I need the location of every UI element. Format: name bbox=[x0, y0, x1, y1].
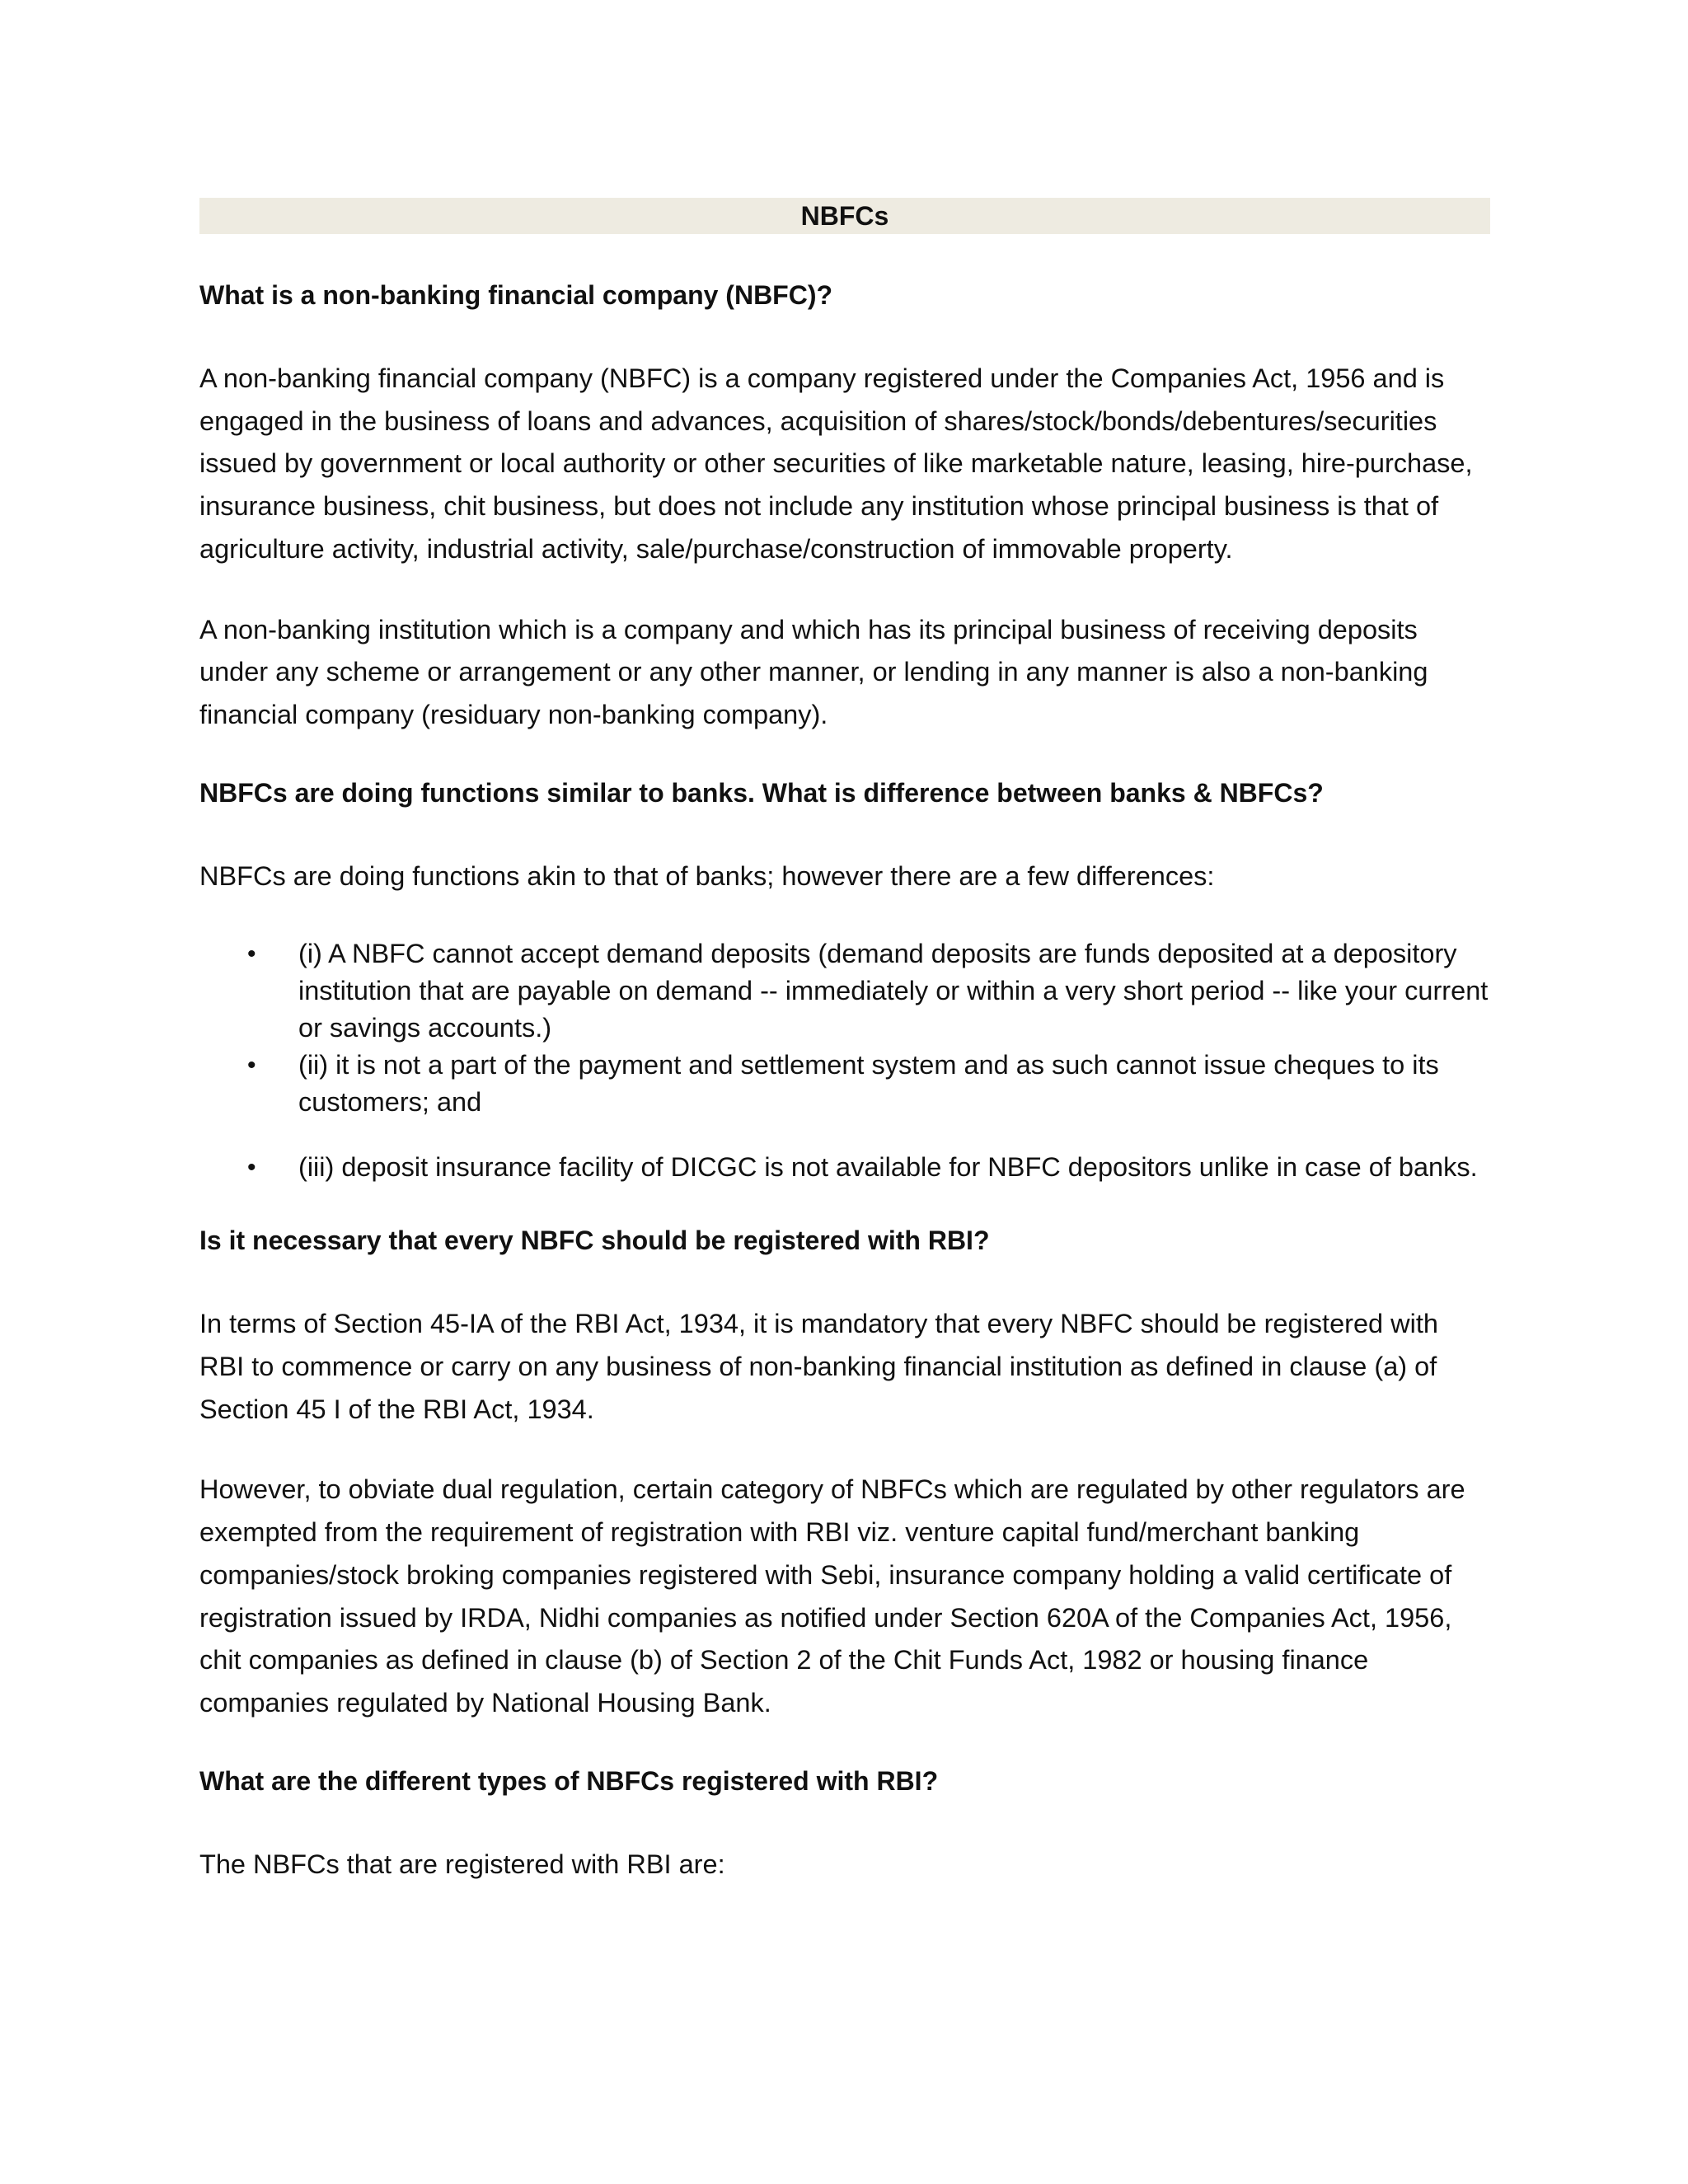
bullet-icon: • bbox=[247, 1052, 256, 1080]
list-item bbox=[199, 1047, 1490, 1121]
paragraph-exemptions: However, to obviate dual regulation, certain category of NBFCs which are regulated by other regulators are exempted from the requirement of registration with RBI viz. venture capital fund/merchant banking companies/stock broking companies registered with Sebi, insurance company holding a valid certificate of registration issued by IRDA, Nidhi companies as notified under Section 620A of the Companies Act, 1956, chit companies as defined in clause (b) of Section 2 of the Chit Funds Act, 1982 or housing finance companies regulated by National Housing Bank. bbox=[199, 1474, 1465, 1718]
list-item bbox=[199, 935, 1490, 1047]
paragraph-nbfc-definition: A non-banking financial company (NBFC) is a company registered under the Companies Act, 1956 and is engaged in the business of loans and advances, acquisition of shares/stock/bonds/debentures/securities issued by government or local authority or other securities of like marketable nature, leasing, hire-purchase, insurance business, chit business, but does not include any institution whose principal business is that of agriculture activity, industrial activity, sale/purchase/construction of immovable property. bbox=[199, 363, 1473, 564]
paragraph-section-45ia: In terms of Section 45-IA of the RBI Act, 1934, it is mandatory that every NBFC should be registered with RBI to commence or carry on any business of non-banking financial institution as defined in clause (a) of Section 45 I of the RBI Act, 1934. bbox=[199, 1309, 1438, 1424]
paragraph-registered-nbfcs-intro: The NBFCs that are registered with RBI are: bbox=[199, 1849, 725, 1879]
section-heading-banks-vs-nbfcs: NBFCs are doing functions similar to banks. What is difference between banks & NBFCs? bbox=[199, 777, 1324, 808]
document-page bbox=[199, 198, 1490, 1886]
document-title-text: NBFCs bbox=[800, 200, 889, 231]
paragraph-residuary-nbfc: A non-banking institution which is a company and which has its principal business of receiving deposits under any scheme or arrangement or any other manner, or lending in any manner is also a non-banking financial company (residuary non-banking company). bbox=[199, 614, 1428, 729]
list-item-text: (ii) it is not a part of the payment and settlement system and as such cannot issue cheques to its customers; and bbox=[298, 1050, 1439, 1118]
list-item-text: (i) A NBFC cannot accept demand deposits (demand deposits are funds deposited at a depository institution that are payable on demand -- immediately or within a very short period -- like your current or savings accounts.) bbox=[298, 939, 1489, 1043]
differences-list bbox=[199, 935, 1490, 1186]
section-heading-nbfc-types: What are the different types of NBFCs registered with RBI? bbox=[199, 1765, 939, 1796]
section-heading-rbi-registration: Is it necessary that every NBFC should be registered with RBI? bbox=[199, 1226, 990, 1256]
bullet-icon: • bbox=[247, 1154, 256, 1182]
section-heading-what-is-nbfc: What is a non-banking financial company (NBFC)? bbox=[199, 280, 833, 310]
bullet-icon: • bbox=[247, 940, 256, 968]
paragraph-differences-intro: NBFCs are doing functions akin to that of banks; however there are a few differences: bbox=[199, 860, 1215, 891]
list-item-text: (iii) deposit insurance facility of DICGC is not available for NBFC depositors unlike in case of banks. bbox=[298, 1152, 1478, 1183]
list-item bbox=[199, 1149, 1490, 1186]
document-title bbox=[199, 198, 1490, 234]
